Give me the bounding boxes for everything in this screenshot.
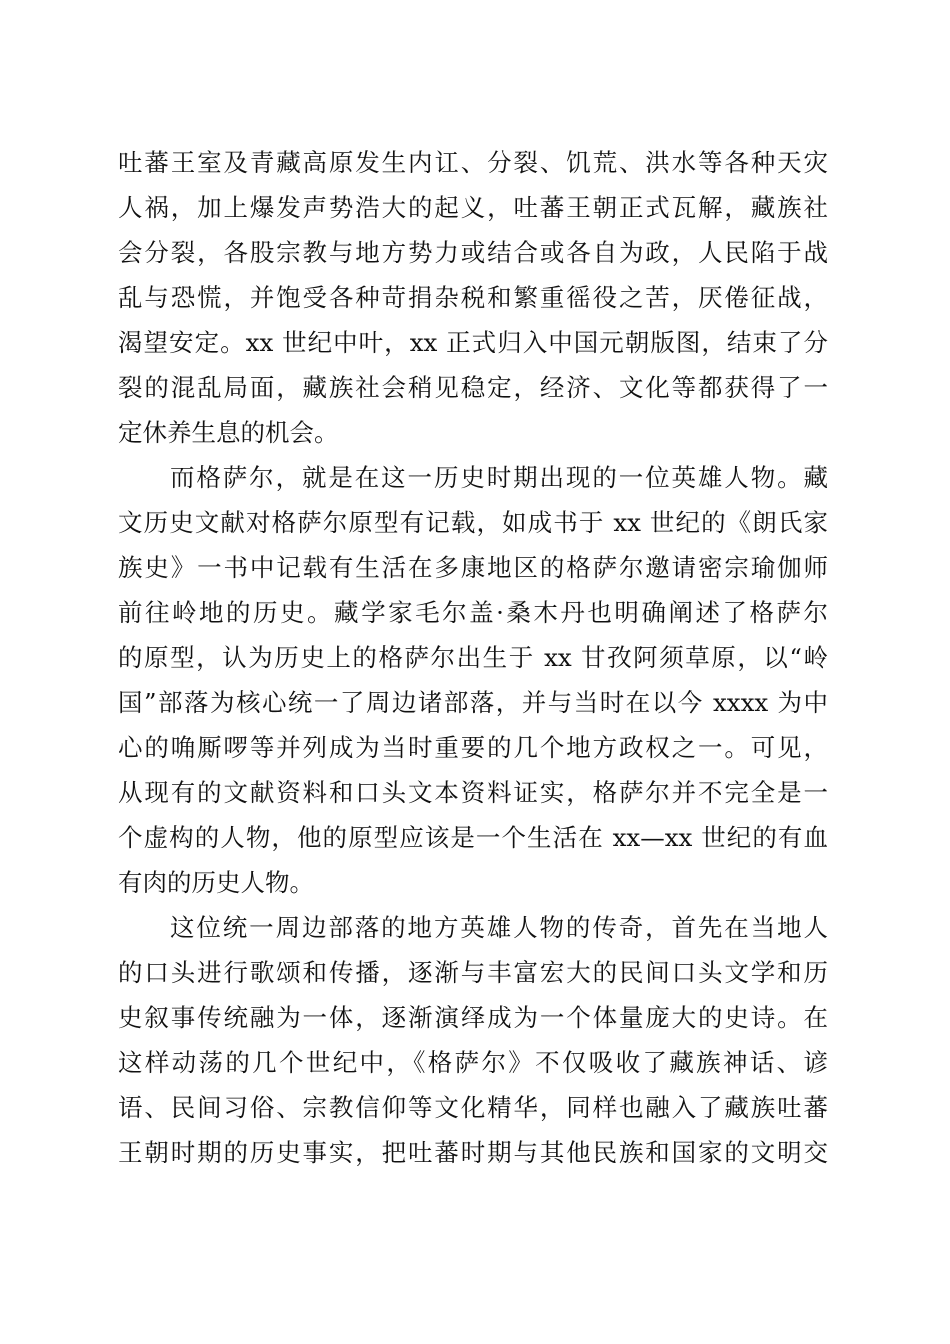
paragraph-2-line-1: 而格萨尔，就是在这一历史时期出现的一位英雄人物。藏 — [170, 463, 828, 492]
paragraph-1-line-4: 乱与恐慌，并饱受各种苛捐杂税和繁重徭役之苦，厌倦征战， — [118, 283, 828, 312]
paragraph-2-line-10: 有肉的历史人物。 — [118, 868, 314, 897]
paragraph-3-line-2: 的口头进行歌颂和传播，逐渐与丰富宏大的民间口头文学和历 — [118, 958, 828, 987]
paragraph-2-line-9: 个虚构的人物，他的原型应该是一个生活在 xx—xx 世纪的有血 — [118, 823, 828, 852]
paragraph-1-line-1: 吐蕃王室及青藏高原发生内讧、分裂、饥荒、洪水等各种天灾 — [118, 148, 828, 177]
paragraph-2-line-8: 从现有的文献资料和口头文本资料证实，格萨尔并不完全是一 — [118, 778, 828, 807]
paragraph-3-line-1: 这位统一周边部落的地方英雄人物的传奇，首先在当地人 — [170, 913, 828, 942]
paragraph-2-line-7: 心的唃厮啰等并列成为当时重要的几个地方政权之一。可见， — [118, 733, 828, 762]
paragraph-2-line-2: 文历史文献对格萨尔原型有记载，如成书于 xx 世纪的《朗氏家 — [118, 508, 828, 537]
paragraph-3-line-6: 王朝时期的历史事实，把吐蕃时期与其他民族和国家的文明交 — [118, 1138, 828, 1167]
paragraph-1-line-5: 渴望安定。xx 世纪中叶，xx 正式归入中国元朝版图，结束了分 — [118, 328, 828, 357]
paragraph-1-line-6: 裂的混乱局面，藏族社会稍见稳定，经济、文化等都获得了一 — [118, 373, 828, 402]
paragraph-1-line-7: 定休养生息的机会。 — [118, 418, 339, 447]
paragraph-1-line-2: 人祸，加上爆发声势浩大的起义，吐蕃王朝正式瓦解，藏族社 — [118, 193, 828, 222]
paragraph-3-line-5: 语、民间习俗、宗教信仰等文化精华，同样也融入了藏族吐蕃 — [118, 1093, 828, 1122]
paragraph-2-line-4: 前往岭地的历史。藏学家毛尔盖·桑木丹也明确阐述了格萨尔 — [118, 598, 828, 627]
paragraph-2-line-5: 的原型，认为历史上的格萨尔出生于 xx 甘孜阿须草原，以“岭 — [118, 643, 828, 672]
paragraph-1-line-3: 会分裂，各股宗教与地方势力或结合或各自为政，人民陷于战 — [118, 238, 828, 267]
paragraph-2-line-3: 族史》一书中记载有生活在多康地区的格萨尔邀请密宗瑜伽师 — [118, 553, 828, 582]
paragraph-2-line-6: 国”部落为核心统一了周边诸部落，并与当时在以今 xxxx 为中 — [118, 688, 828, 717]
paragraph-3-line-3: 史叙事传统融为一体，逐渐演绎成为一个体量庞大的史诗。在 — [118, 1003, 828, 1032]
body-text — [118, 140, 828, 1175]
paragraph-3-line-4: 这样动荡的几个世纪中，《格萨尔》不仅吸收了藏族神话、谚 — [118, 1048, 828, 1077]
